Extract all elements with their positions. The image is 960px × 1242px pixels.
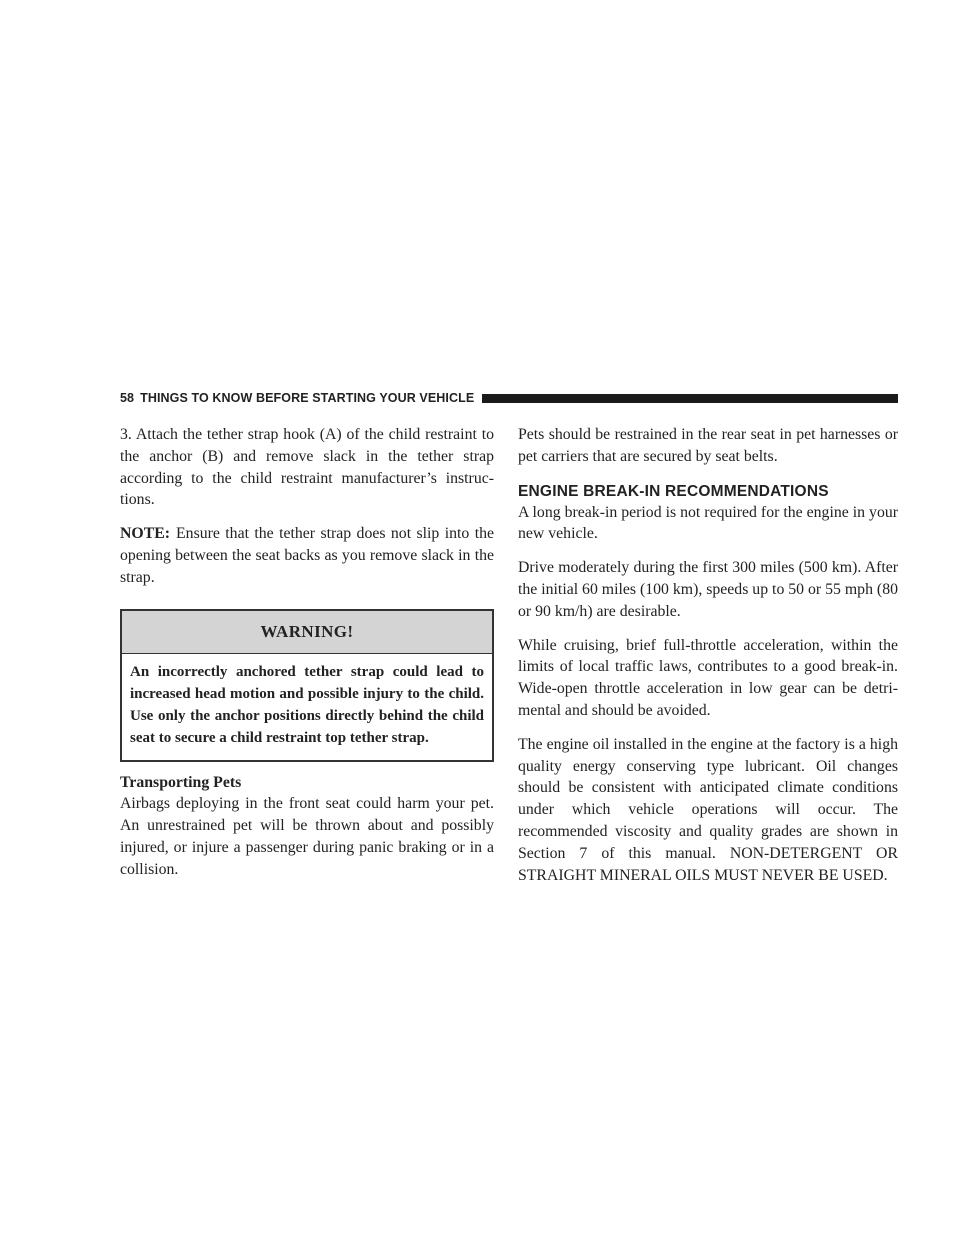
step-3-paragraph: 3. Attach the tether strap hook (A) of the child restraint to the anchor (B) and remove slack in the tether strap according to the child restraint manufacturer’s instruc-tions. [120, 426, 494, 509]
engine-paragraph-4: The engine oil installed in the engine at the factory is a high quality energy conserving type lubricant. Oil changes should be consistent with anticipated climate conditions under which vehicle operations will occur. The recommended viscosity and quality grades are shown in Section 7 of this manual. NON-DETERGENT OR STRAIGHT MINERAL OILS MUST NEVER BE USED. [518, 735, 898, 884]
warning-box [120, 609, 494, 762]
section-title: THINGS TO KNOW BEFORE STARTING YOUR VEHICLE [140, 391, 475, 405]
right-column [518, 424, 898, 898]
pets-continued-paragraph: Pets should be restrained in the rear seat in pet harnesses or pet carriers that are secured by seat belts. [518, 426, 898, 465]
transporting-pets-paragraph: Airbags deploying in the front seat could harm your pet. An unrestrained pet will be thrown about and possibly injured, or injure a passenger during panic braking or in a collision. [120, 795, 494, 878]
engine-paragraph-2: Drive moderately during the first 300 miles (500 km). After the initial 60 miles (100 km), speeds up to 50 or 55 mph (80 or 90 km/h) are desirable. [518, 559, 898, 620]
engine-paragraph-3: While cruising, brief full-throttle acceleration, within the limits of local traffic laws, contributes to a good break-in. Wide-open throttle acceleration in low gear can be detri-mental and should be avoided. [518, 636, 898, 719]
engine-break-in-heading: ENGINE BREAK-IN RECOMMENDATIONS [518, 482, 829, 500]
page-header [120, 389, 898, 407]
note-label: NOTE: [120, 525, 171, 543]
warning-body: An incorrectly anchored tether strap could lead to increased head motion and possible injury to the child. Use only the anchor positions directly behind the child seat to secure a child restraint top tether strap. [130, 664, 484, 746]
left-column [120, 424, 494, 893]
engine-paragraph-1: A long break-in period is not required for the engine in your new vehicle. [518, 503, 898, 543]
page-number: 58 [120, 391, 135, 405]
note-text: Ensure that the tether strap does not slip into the opening between the seat backs as you remove slack in the strap. [120, 525, 494, 586]
transporting-pets-heading: Transporting Pets [120, 773, 242, 791]
header-rule [482, 394, 898, 403]
warning-title: WARNING! [122, 611, 492, 655]
note-paragraph [120, 523, 494, 588]
